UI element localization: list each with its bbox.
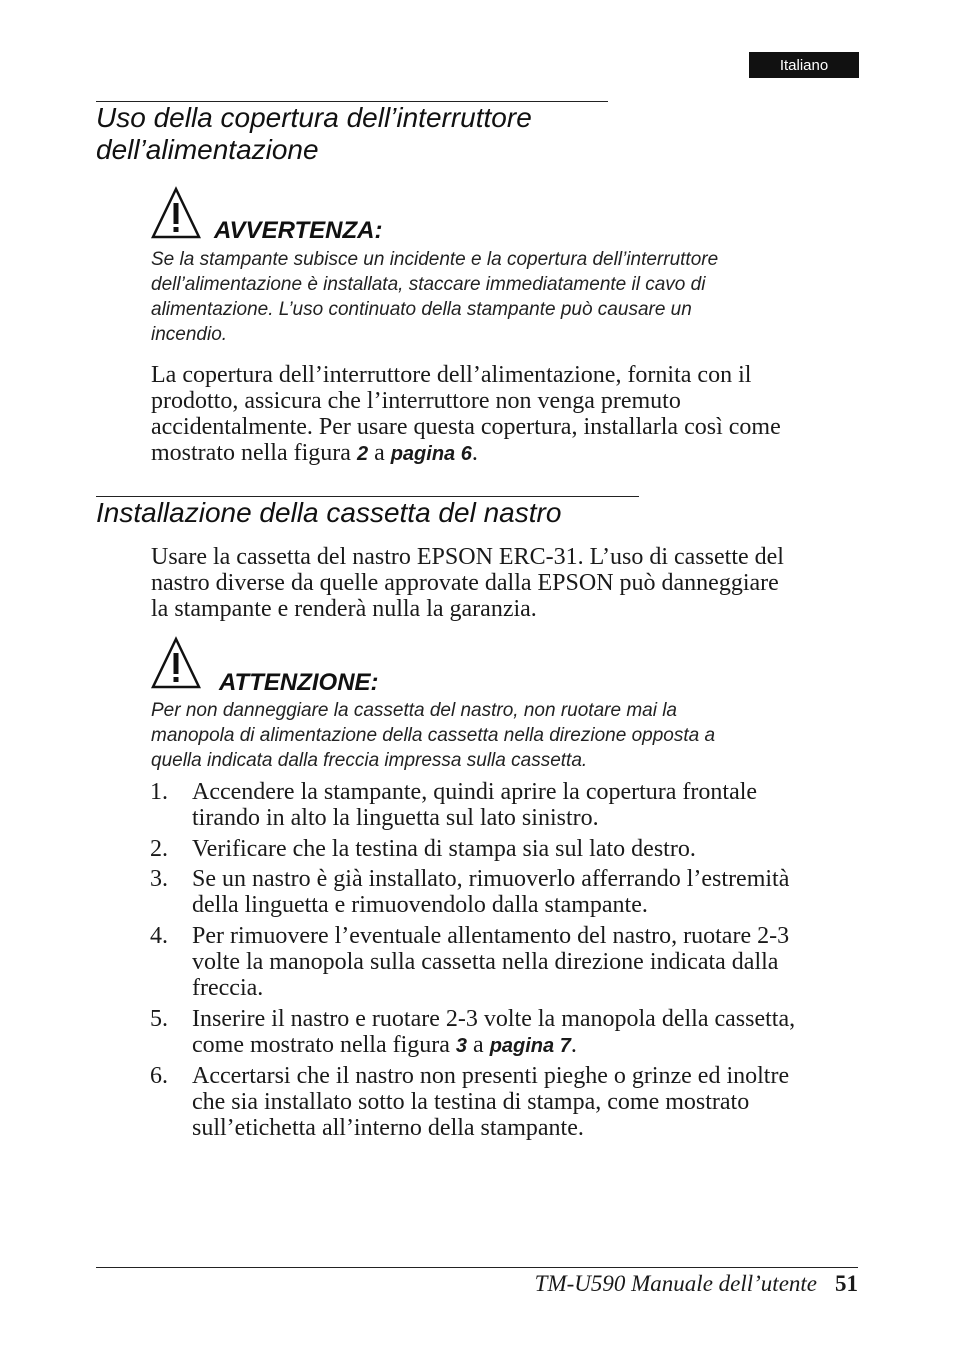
manual-title: TM-U590 Manuale dell’utente: [534, 1271, 817, 1296]
section-title: Uso della copertura dell’interruttore dell’alimentazione: [96, 102, 532, 165]
list-item: 6. Accertarsi che il nastro non presenti pieghe o grinze ed inoltre che sia installato sotto la testina di stampa, come mostrato sull’etichetta all’interno della stampante.: [150, 1063, 790, 1141]
page-number: 51: [835, 1271, 858, 1296]
figure-ref[interactable]: 2: [356, 443, 369, 465]
list-item: 4. Per rimuovere l’eventuale allentamento del nastro, ruotare 2-3 volte la manopola sulla cassetta nella direzione indicata dalla freccia.: [150, 923, 790, 1001]
body-paragraph: La copertura dell’interruttore dell’alimentazione, fornita con il prodotto, assicura che l’interruttore non venga premuto accidentalmente. Per usare questa copertura, installarla così come mostrato nella figura 2 a pagina 6.: [151, 362, 781, 466]
page-ref-link[interactable]: pagina 7: [489, 1035, 571, 1057]
figure-ref[interactable]: 3: [455, 1035, 468, 1057]
footer-divider: [96, 1267, 858, 1268]
section-title: Installazione della cassetta del nastro: [96, 497, 562, 528]
warning-triangle-icon: [150, 186, 202, 240]
list-item: 1. Accendere la stampante, quindi aprire la copertura frontale tirando in alto la linguetta sul lato sinistro.: [150, 779, 758, 831]
list-item: 5. Inserire il nastro e ruotare 2-3 volte la manopola della cassetta, come mostrato nella figura 3 a pagina 7.: [150, 1006, 796, 1058]
warning-title: AVVERTENZA:: [214, 217, 383, 244]
list-item: 3. Se un nastro è già installato, rimuoverlo afferrando l’estremità della linguetta e rimuovendolo dalla stampante.: [150, 866, 790, 918]
warning-triangle-icon: [150, 636, 202, 690]
body-paragraph: Usare la cassetta del nastro EPSON ERC-31. L’uso di cassette del nastro diverse da quelle approvate dalla EPSON può danneggiare la stampante e renderà nulla la garanzia.: [151, 544, 784, 622]
page-footer: [400, 1271, 858, 1297]
caution-text: Per non danneggiare la cassetta del nastro, non ruotare mai la manopola di alimentazione della cassetta nella direzione opposta a quella indicata dalla freccia impressa sulla cassetta.: [151, 700, 716, 771]
list-item: 2. Verificare che la testina di stampa sia sul lato destro.: [150, 836, 696, 862]
page-ref-link[interactable]: pagina 6: [390, 443, 472, 465]
caution-title: ATTENZIONE:: [219, 669, 379, 696]
warning-text: Se la stampante subisce un incidente e la copertura dell’interruttore dell’alimentazione è installata, staccare immediatamente il cavo di alimentazione. L’uso continuato della stampante può causare un incendio.: [151, 249, 719, 345]
language-badge: Italiano: [749, 52, 859, 78]
